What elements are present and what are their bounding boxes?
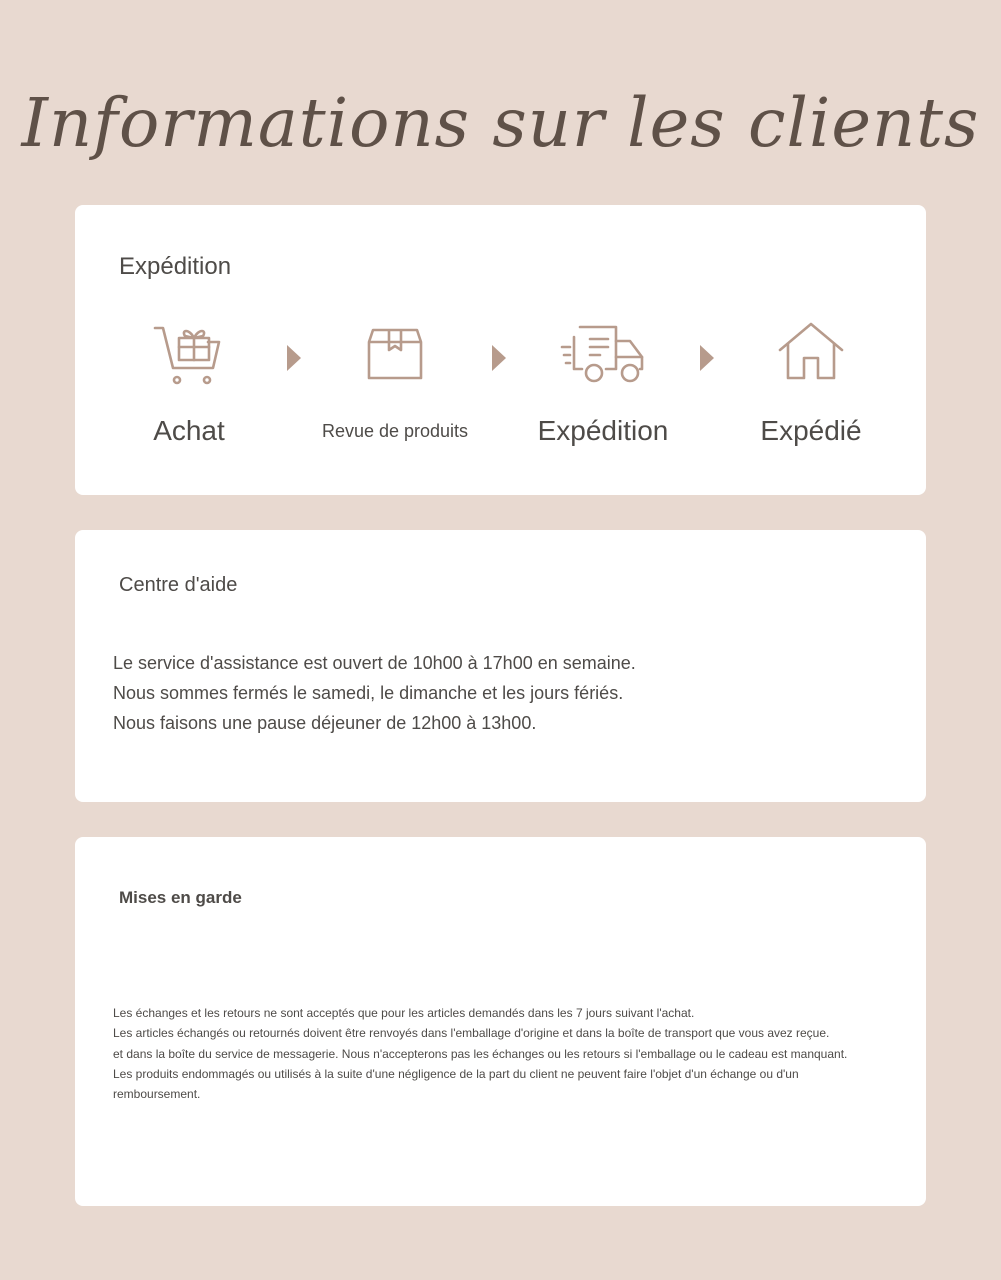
delivery-truck-icon xyxy=(560,325,646,390)
warnings-title: Mises en garde xyxy=(119,888,242,907)
help-center-card xyxy=(75,530,926,802)
warnings-text xyxy=(113,1003,893,1104)
help-line: Nous faisons une pause déjeuner de 12h00 à 13h00. xyxy=(113,713,537,733)
help-center-text xyxy=(113,648,636,738)
shopping-cart-gift-icon xyxy=(153,320,225,395)
help-line: Nous sommes fermés le samedi, le dimanche et les jours fériés. xyxy=(113,683,624,703)
warning-line: et dans la boîte du service de messagerie. Nous n'accepterons pas les échanges ou les retours si l'emballage ou le cadeau est manquant. xyxy=(113,1046,848,1061)
page-title: Informations sur les clients xyxy=(21,84,980,162)
step-label: Achat xyxy=(153,415,225,446)
help-center-title: Centre d'aide xyxy=(119,574,238,596)
shipping-card xyxy=(75,205,926,495)
step-shipping xyxy=(503,320,703,460)
warning-line: Les produits endommagés ou utilisés à la suite d'une négligence de la part du client ne peuvent faire l'objet d'un échange ou d'un xyxy=(113,1066,799,1081)
step-label: Expédition xyxy=(537,415,669,446)
warning-line: Les articles échangés ou retournés doivent être renvoyés dans l'emballage d'origine et dans la boîte de transport que vous avez reçue. xyxy=(113,1026,830,1041)
house-icon xyxy=(778,322,844,387)
warning-line: remboursement. xyxy=(113,1087,201,1102)
help-line: Le service d'assistance est ouvert de 10h00 à 17h00 en semaine. xyxy=(113,653,636,673)
warnings-card xyxy=(75,837,926,1206)
step-review xyxy=(295,320,495,460)
step-shipped xyxy=(711,320,911,460)
warning-line: Les échanges et les retours ne sont acceptés que pour les articles demandés dans les 7 jours suivant l'achat. xyxy=(113,1006,695,1020)
step-purchase xyxy=(89,320,289,460)
step-label: Revue de produits xyxy=(321,421,469,441)
box-icon xyxy=(365,320,425,385)
step-label: Expédié xyxy=(760,415,862,446)
shipping-title: Expédition xyxy=(119,253,232,280)
